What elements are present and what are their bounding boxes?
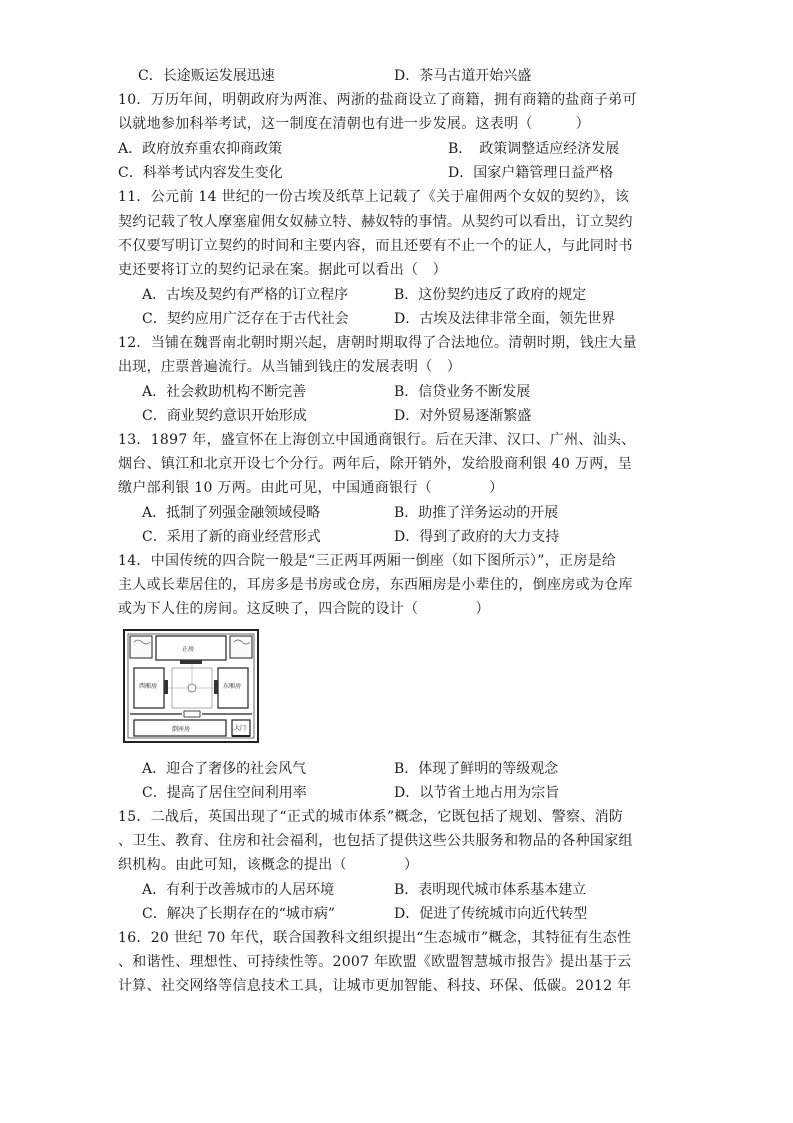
q11-option-b: B．这份契约违反了政府的规定 — [394, 287, 587, 303]
q11-stem-line-2: 契约记载了牧人摩塞雇佣女奴赫立特、赫奴特的事情。从契约可以看出，订立契约 — [118, 214, 633, 230]
q10-stem-line-1: 10．万历年间，明朝政府为两淮、两浙的盐商设立了商籍，拥有商籍的盐商子弟可 — [118, 92, 637, 108]
siheyuan-floor-plan — [122, 628, 260, 746]
q16-stem-line-3: 计算、社交网络等信息技术工具，让城市更加智能、科技、环保、低碳。2012 年 — [118, 978, 632, 994]
q10-stem-line-2: 以就地参加科举考试，这一制度在清朝也有进一步发展。这表明（ ） — [118, 116, 590, 132]
q11-option-d: D．古埃及法律非常全面，领先世界 — [394, 311, 616, 327]
q13-stem-line-3: 缴户部利银 10 万两。由此可见，中国通商银行（ ） — [118, 480, 504, 496]
west-room-label: 西厢房 — [139, 683, 158, 690]
q12-option-d: D．对外贸易逐渐繁盛 — [394, 408, 532, 424]
q13-option-b: B．助推了洋务运动的开展 — [394, 505, 559, 521]
q12-option-b: B．信贷业务不断发展 — [394, 384, 531, 400]
q10-option-a: A．政府放弃重农抑商政策 — [118, 141, 283, 157]
q15-option-d: D．促进了传统城市向近代转型 — [394, 906, 588, 922]
gate-label: 大门 — [234, 725, 247, 732]
q11-stem-line-3: 不仅要写明订立契约的时间和主要内容，而且还要有不止一个的证人，与此同时书 — [118, 238, 633, 254]
q15-stem-line-2: 、卫生、教育、住房和社会福利，也包括了提供这些公共服务和物品的各种国家组 — [118, 833, 633, 849]
q15-stem-line-3: 织机构。由此可知，该概念的提出（ ） — [118, 857, 419, 873]
q14-stem-line-3: 或为下人住的房间。这反映了，四合院的设计（ ） — [118, 601, 490, 617]
q11-option-c: C．契约应用广泛存在于古代社会 — [142, 311, 349, 327]
q14-option-c: C．提高了居住空间利用率 — [142, 785, 307, 801]
q10-option-b: B． 政策调整适应经济发展 — [448, 141, 620, 157]
q12-option-a: A．社会救助机构不断完善 — [142, 384, 307, 400]
q14-option-a: A．迎合了奢侈的社会风气 — [142, 761, 307, 777]
q15-option-a: A．有利于改善城市的人居环境 — [142, 882, 335, 898]
q9-option-c: C．长途贩运发展迅速 — [138, 68, 275, 84]
q14-option-b: B．体现了鲜明的等级观念 — [394, 761, 559, 777]
q12-stem-line-1: 12．当铺在魏晋南北朝时期兴起，唐朝时期取得了合法地位。清朝时期，钱庄大量 — [118, 335, 637, 351]
q12-option-c: C．商业契约意识开始形成 — [142, 408, 307, 424]
q13-option-d: D．得到了政府的大力支持 — [394, 529, 560, 545]
q15-option-c: C．解决了长期存在的“城市病” — [142, 906, 336, 922]
q16-stem-line-2: 、和谐性、理想性、可持续性等。2007 年欧盟《欧盟智慧城市报告》提出基于云 — [118, 954, 632, 970]
q13-option-c: C．采用了新的商业经营形式 — [142, 529, 321, 545]
q12-stem-line-2: 出现，庄票普遍流行。从当铺到钱庄的发展表明（ ） — [118, 359, 462, 375]
q14-stem-line-1: 14．中国传统的四合院一般是“三正两耳两厢一倒座（如下图所示）”，正房是给 — [118, 553, 617, 569]
q13-stem-line-2: 烟台、镇江和北京开设七个分行。两年后，除开销外，发给股商利银 40 万两，呈 — [118, 456, 633, 472]
q11-stem-line-4: 吏还要将订立的契约记录在案。据此可以看出（ ） — [118, 262, 447, 278]
q11-option-a: A．古埃及契约有严格的订立程序 — [142, 287, 349, 303]
q15-stem-line-1: 15．二战后，英国出现了“正式的城市体系”概念，它既包括了规划、警察、消防 — [118, 809, 624, 825]
q9-option-d: D．茶马古道开始兴盛 — [394, 68, 532, 84]
q10-option-d: D．国家户籍管理日益严格 — [448, 165, 614, 181]
q16-stem-line-1: 16．20 世纪 70 年代，联合国教科文组织提出“生态城市”概念，其特征有生态性 — [118, 930, 632, 946]
q11-stem-line-1: 11．公元前 14 世纪的一份古埃及纸草上记载了《关于雇佣两个女奴的契约》，该 — [118, 189, 630, 205]
q13-option-a: A．抵制了列强金融领域侵略 — [142, 505, 321, 521]
q14-option-d: D．以节省土地占用为宗旨 — [394, 785, 560, 801]
east-room-label: 东厢房 — [223, 683, 242, 690]
q13-stem-line-1: 13．1897 年，盛宣怀在上海创立中国通商银行。后在天津、汉口、广州、汕头、 — [118, 432, 636, 448]
q10-option-c: C．科举考试内容发生变化 — [118, 165, 283, 181]
q14-stem-line-2: 主人或长辈居住的，耳房多是书房或仓房，东西厢房是小辈住的，倒座房或为仓库 — [118, 577, 633, 593]
south-room-label: 倒座房 — [172, 726, 191, 733]
main-room-label: 正房 — [182, 646, 195, 653]
q15-option-b: B．表明现代城市体系基本建立 — [394, 882, 587, 898]
